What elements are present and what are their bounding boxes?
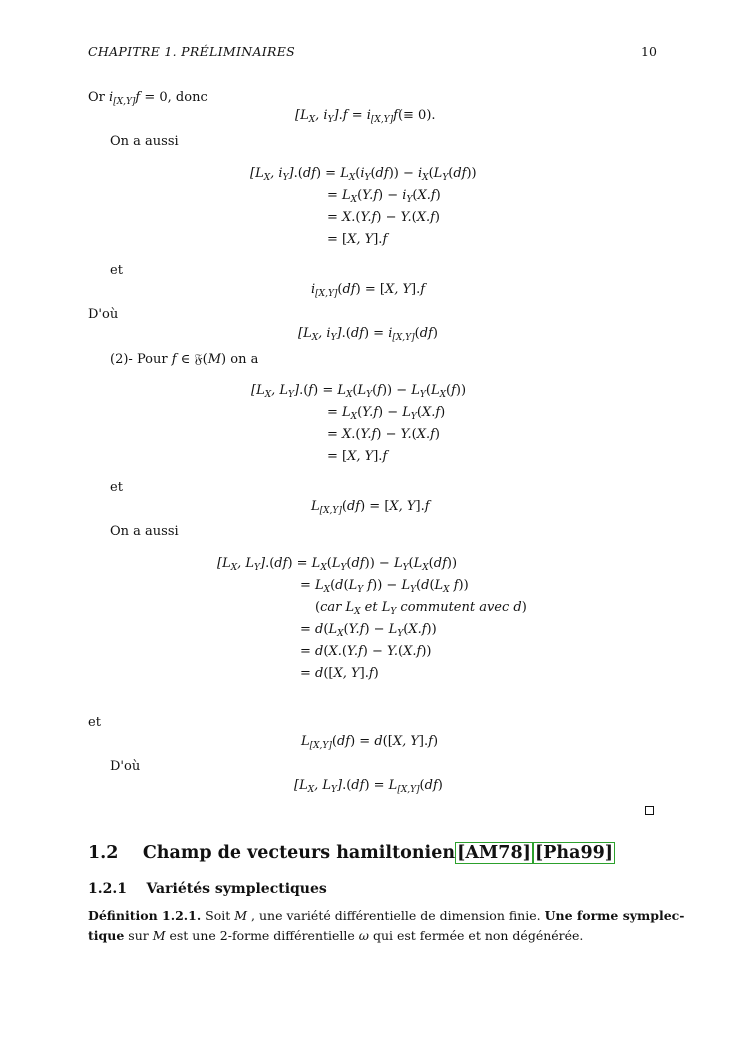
- citation-pha99[interactable]: [Pha99]: [534, 843, 614, 863]
- definition-bold-2: tique: [88, 928, 125, 943]
- definition-label: Définition 1.2.1.: [88, 908, 202, 923]
- subsection-number: 1.2.1: [88, 881, 127, 897]
- subsection-heading: [88, 880, 327, 898]
- equation-5: $L_{[X,Y]}(df) = d([X$, Y].f): [301, 734, 439, 751]
- block2-line2: = $L_X(Y.f) - L_Y(X.f)$: [327, 405, 446, 422]
- equation-4: $L_{[X,Y]}(df) = [X$, Y].f: [311, 499, 430, 516]
- block3-line3: (car $L_X$ et $L_Y$ commutent avec d): [315, 600, 527, 617]
- block1-line4: = [X, Y].f: [327, 232, 388, 247]
- et-1: et: [110, 263, 123, 278]
- section-heading: [88, 842, 615, 864]
- block1-line1: [$L_X$, $i_Y].(df) = L_X(i_Y(df)) - i_X(L_Y(df))$: [250, 166, 477, 183]
- subsection-title: Variétés symplectiques: [146, 881, 327, 897]
- equation-6: [$L_X$, $L_Y].(df) = L_{[X,Y]}(df)$: [294, 778, 443, 795]
- block1-line2: = $L_X(Y.f) - i_Y(X.f)$: [327, 188, 441, 205]
- dou-1: D'où: [88, 307, 119, 322]
- block3-line5: = d(X.(Y.f) − Y.(X.f)): [300, 644, 432, 659]
- block3-line1: [$L_X$, $L_Y].(df) = L_X(L_Y(df)) - L_Y(L_X(df))$: [217, 556, 458, 573]
- section-number: 1.2: [88, 843, 119, 863]
- part-2-intro: (2)- Pour f ∈ 𝔉(M) on a: [110, 352, 259, 367]
- definition-line1: Définition 1.2.1. Soit M , une variété différentielle de dimension finie. Une forme symplec-: [88, 908, 685, 923]
- on-a-aussi-2: On a aussi: [110, 524, 179, 539]
- block2-line3: = X.(Y.f) − Y.(X.f): [327, 427, 440, 442]
- et-2: et: [110, 480, 123, 495]
- page-number: 10: [641, 44, 657, 59]
- running-header: CHAPITRE 1. PRÉLIMINAIRES: [88, 44, 296, 59]
- on-a-aussi-1: On a aussi: [110, 134, 179, 149]
- or-intro: Or $i_{[X,Y]}f = 0$, donc: [88, 90, 208, 107]
- equation-3: [$L_X$, $i_Y].(df) = i_{[X,Y]}(df)$: [298, 326, 438, 343]
- citation-am78[interactable]: [AM78]: [457, 843, 531, 863]
- qed-symbol: [645, 806, 654, 815]
- definition-bold-1: Une forme symplec-: [544, 908, 685, 923]
- definition-line2: tique sur M est une 2-forme différentielle ω qui est fermée et non dégénérée.: [88, 928, 584, 943]
- block3-line2: = $L_X(d(L_Y$ $f)) - L_Y(d(L_X$ f)): [300, 578, 469, 595]
- et-3: et: [88, 715, 101, 730]
- equation-1: [$L_X$, $i_Y].f = i_{[X,Y]}f(\equiv 0)$.: [295, 108, 436, 125]
- block2-line1: [$L_X$, $L_Y].(f) = L_X(L_Y(f)) - L_Y(L_X(f))$: [251, 383, 467, 400]
- block3-line6: = d([X, Y].f): [300, 666, 379, 681]
- block3-line4: = $d(L_X(Y.f) - L_Y(X.f))$: [300, 622, 437, 639]
- equation-2: $i_{[X,Y]}(df) = [X$, Y].f: [311, 282, 426, 299]
- dou-2: D'où: [110, 759, 141, 774]
- block2-line4: = [X, Y].f: [327, 449, 388, 464]
- block1-line3: = X.(Y.f) − Y.(X.f): [327, 210, 440, 225]
- section-title: Champ de vecteurs hamiltonien: [142, 843, 456, 863]
